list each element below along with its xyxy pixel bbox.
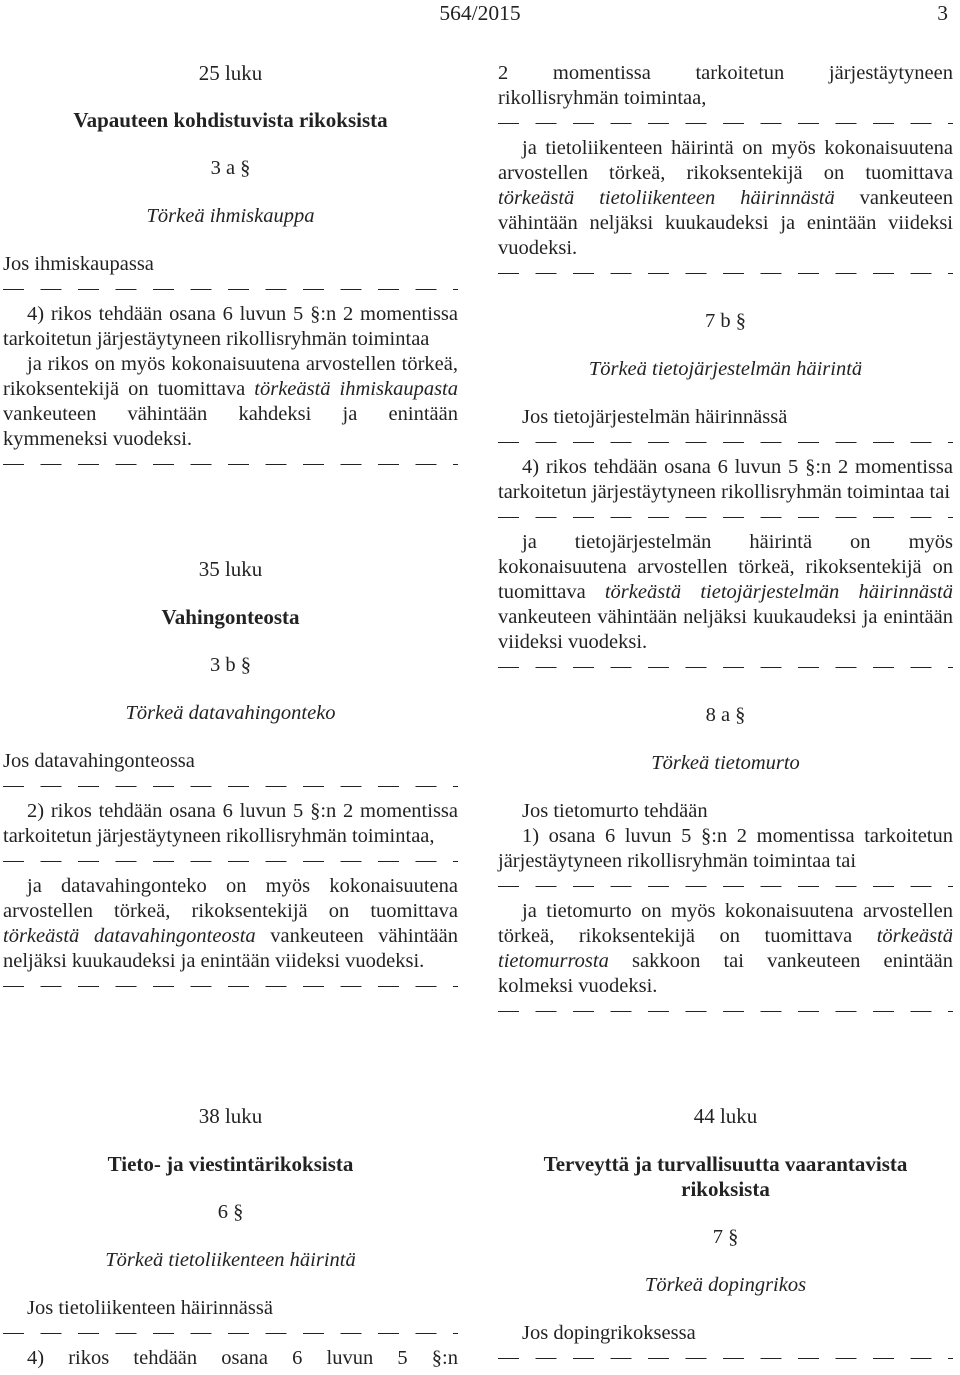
chapter-heading: 44 luku — [693, 1104, 758, 1128]
section-intro: Jos dopingrikoksessa — [522, 1322, 696, 1344]
omission-dashes — [498, 874, 953, 899]
left-column-top — [3, 61, 458, 477]
section-title: Törkeä tietomurto — [651, 752, 800, 774]
section-title: Törkeä datavahingonteko — [125, 702, 336, 724]
page-header — [0, 0, 960, 28]
section-intro: Jos tietomurto tehdään — [522, 800, 708, 822]
left-column-bottom — [3, 1104, 458, 1371]
chapter-title: Tieto- ja viestintärikoksista — [107, 1152, 354, 1176]
omission-dashes — [3, 849, 458, 874]
section-number: 7 b § — [705, 310, 746, 332]
page-number: 3 — [937, 1, 948, 25]
chapter-heading: 35 luku — [198, 557, 263, 581]
omission-dashes — [498, 505, 953, 530]
omission-dashes — [498, 1346, 953, 1371]
section-item: 1) osana 6 luvun 5 §:n 2 momentissa tarkoitetun järjestäytyneen rikollisryhmän toimintaa tai — [498, 825, 953, 872]
section-conclusion: ja tietojärjestelmän häirintä on myös kokonaisuutena arvostellen törkeä, rikoksentekijä on tuomittava törkeästä tietojärjestelmän häirinnästä vankeuteen vähintään neljäksi kuukaudeksi ja enintään viideksi vuodeksi. — [498, 531, 953, 653]
section-title: Törkeä dopingrikos — [644, 1274, 807, 1296]
section-item: 4) rikos tehdään osana 6 luvun 5 §:n 2 momentissa tarkoitetun järjestäytyneen rikollisryhmän toimintaa tai — [498, 456, 953, 503]
right-column-bottom — [498, 1104, 953, 1371]
chapter-heading: 25 luku — [198, 61, 263, 85]
section-conclusion: ja datavahingonteko on myös kokonaisuutena arvostellen törkeä, rikoksentekijä on tuomittava törkeästä datavahingonteosta vankeuteen vähintään neljäksi kuukaudeksi ja enintään viideksi vuodeksi. — [3, 875, 458, 972]
omission-dashes — [498, 655, 953, 680]
omission-dashes — [3, 452, 458, 477]
chapter-title: Vapauteen kohdistuvista rikoksista — [73, 108, 388, 132]
chapter-title: Terveyttä ja turvallisuutta vaarantavista rikoksista — [543, 1152, 908, 1201]
left-column-mid — [3, 557, 458, 999]
section-title: Törkeä tietojärjestelmän häirintä — [588, 358, 863, 380]
section-number: 6 § — [217, 1201, 244, 1223]
section-number: 7 § — [712, 1226, 739, 1248]
section-title: Törkeä tietoliikenteen häirintä — [105, 1249, 356, 1271]
section-conclusion: ja rikos on myös kokonaisuutena arvostellen törkeä, rikoksentekijä on tuomittava törkeästä ihmiskaupasta vankeuteen vähintään kahdeksi ja enintään kymmeneksi vuodeksi. — [3, 353, 458, 450]
section-item-continued: 2 momentissa tarkoitetun järjestäytyneen rikollisryhmän toimintaa, — [498, 62, 953, 109]
section-intro: Jos tietojärjestelmän häirinnässä — [522, 406, 788, 428]
section-intro: Jos tietoliikenteen häirinnässä — [27, 1297, 273, 1319]
omission-dashes — [498, 261, 953, 286]
omission-dashes — [3, 277, 458, 302]
section-intro: Jos ihmiskaupassa — [3, 253, 154, 275]
chapter-heading: 38 luku — [198, 1104, 263, 1128]
document-number: 564/2015 — [439, 1, 521, 25]
chapter-title: Vahingonteosta — [161, 605, 300, 629]
section-item: 4) rikos tehdään osana 6 luvun 5 §:n — [27, 1347, 458, 1369]
omission-dashes — [498, 430, 953, 455]
omission-dashes — [3, 774, 458, 799]
section-item: 2) rikos tehdään osana 6 luvun 5 §:n 2 momentissa tarkoitetun järjestäytyneen rikollisryhmän toimintaa, — [3, 800, 458, 847]
section-number: 8 a § — [705, 704, 746, 726]
right-column-top — [498, 61, 953, 1024]
omission-dashes — [498, 999, 953, 1024]
section-conclusion: ja tietomurto on myös kokonaisuutena arvostellen törkeä, rikoksentekijä on tuomittava törkeästä tietomurrosta sakkoon tai vankeuteen enintään kolmeksi vuodeksi. — [498, 900, 953, 997]
section-conclusion: ja tietoliikenteen häirintä on myös kokonaisuutena arvostellen törkeä, rikoksentekijä on tuomittava törkeästä tietoliikenteen häirinnästä vankeuteen vähintään neljäksi kuukaudeksi ja enintään viideksi vuodeksi. — [498, 137, 954, 259]
section-number: 3 a § — [210, 157, 251, 179]
omission-dashes — [498, 111, 953, 136]
section-item: 4) rikos tehdään osana 6 luvun 5 §:n 2 momentissa tarkoitetun järjestäytyneen rikollisryhmän toimintaa — [3, 303, 458, 350]
section-intro: Jos datavahingonteossa — [3, 750, 195, 772]
section-number: 3 b § — [210, 654, 251, 676]
omission-dashes — [3, 974, 458, 999]
omission-dashes — [3, 1321, 458, 1346]
section-title: Törkeä ihmiskauppa — [146, 205, 315, 227]
